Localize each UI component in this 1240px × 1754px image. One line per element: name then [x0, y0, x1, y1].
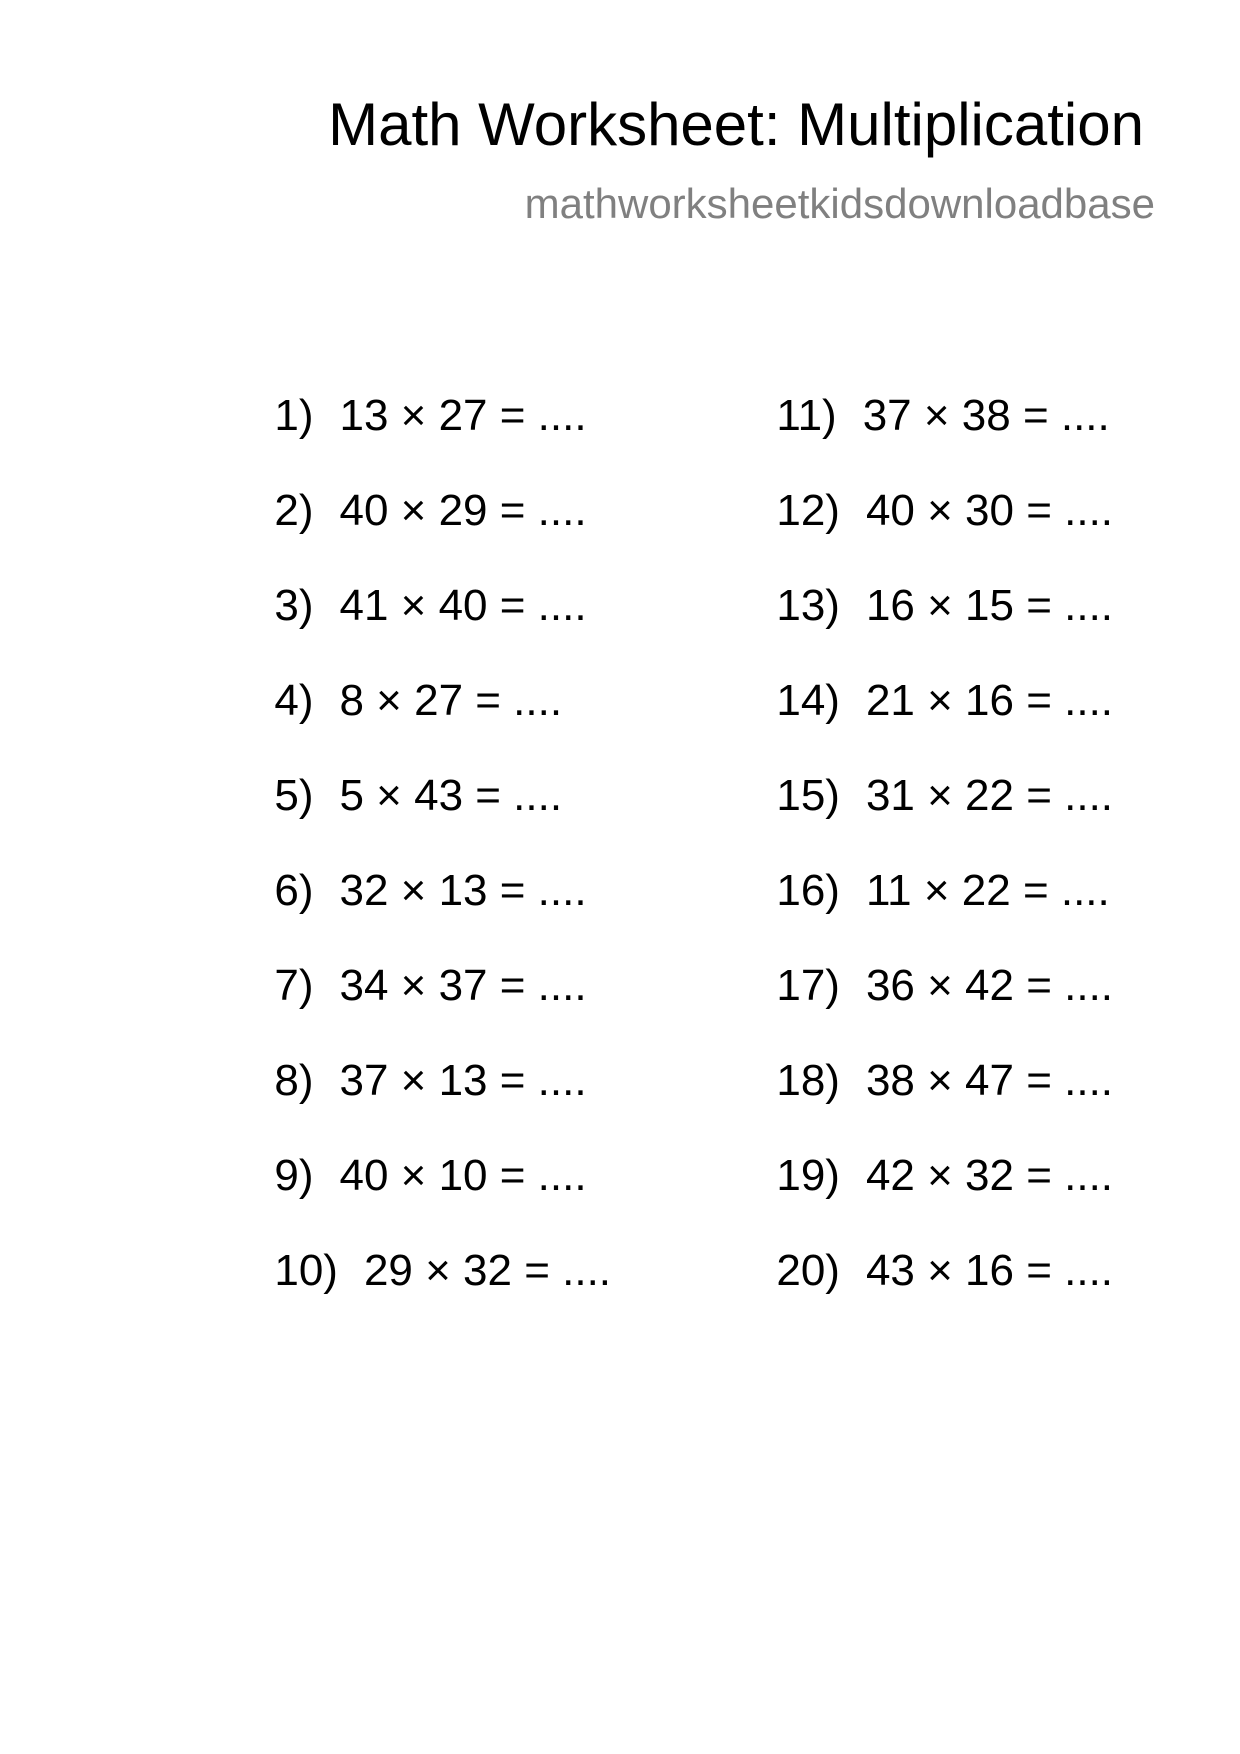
- problem-item: [201, 1205, 611, 1337]
- problem-expression: 34 × 37 = ....: [339, 961, 587, 1010]
- problem-expression: 32 × 13 = ....: [339, 866, 587, 915]
- problem-number: 7): [274, 961, 314, 1010]
- problem-number: 5): [274, 771, 314, 820]
- problem-number: 4): [274, 676, 314, 725]
- problem-number: 9): [274, 1151, 314, 1200]
- problem-number: 18): [776, 1056, 840, 1105]
- problem-expression: 42 × 32 = ....: [865, 1151, 1114, 1200]
- page-subtitle: mathworksheetkidsdownloadbase: [524, 180, 1155, 227]
- problem-expression: 40 × 10 = ....: [339, 1151, 587, 1200]
- problem-expression: 11 × 22 = ....: [865, 866, 1110, 915]
- problem-item: [703, 1205, 1113, 1337]
- problem-number: 8): [274, 1056, 314, 1105]
- problem-number: 14): [776, 676, 840, 725]
- page-title: Math Worksheet: Multiplication: [328, 91, 1144, 158]
- problem-number: 3): [274, 581, 314, 630]
- problem-expression: 29 × 32 = ....: [363, 1246, 612, 1295]
- problem-number: 20): [776, 1246, 840, 1295]
- problem-number: 15): [776, 771, 840, 820]
- problem-number: 11): [776, 391, 837, 440]
- problem-expression: 40 × 30 = ....: [865, 486, 1114, 535]
- problem-number: 2): [274, 486, 314, 535]
- problem-expression: 41 × 40 = ....: [339, 581, 587, 630]
- problem-number: 19): [776, 1151, 840, 1200]
- problem-expression: 40 × 29 = ....: [339, 486, 587, 535]
- problem-number: 1): [274, 391, 314, 440]
- problem-expression: 16 × 15 = ....: [865, 581, 1114, 630]
- problem-expression: 21 × 16 = ....: [865, 676, 1114, 725]
- problem-expression: 5 × 43 = ....: [339, 771, 563, 820]
- problem-number: 13): [776, 581, 840, 630]
- problem-number: 17): [776, 961, 840, 1010]
- problem-number: 10): [274, 1246, 338, 1295]
- problem-expression: 8 × 27 = ....: [339, 676, 563, 725]
- problem-expression: 38 × 47 = ....: [865, 1056, 1114, 1105]
- problem-expression: 43 × 16 = ....: [865, 1246, 1114, 1295]
- problem-expression: 37 × 38 = ....: [862, 391, 1110, 440]
- problem-expression: 31 × 22 = ....: [865, 771, 1114, 820]
- problem-number: 12): [776, 486, 840, 535]
- problem-expression: 13 × 27 = ....: [339, 391, 587, 440]
- problem-number: 6): [274, 866, 314, 915]
- problem-number: 16): [776, 866, 840, 915]
- problem-expression: 36 × 42 = ....: [865, 961, 1114, 1010]
- problem-expression: 37 × 13 = ....: [339, 1056, 587, 1105]
